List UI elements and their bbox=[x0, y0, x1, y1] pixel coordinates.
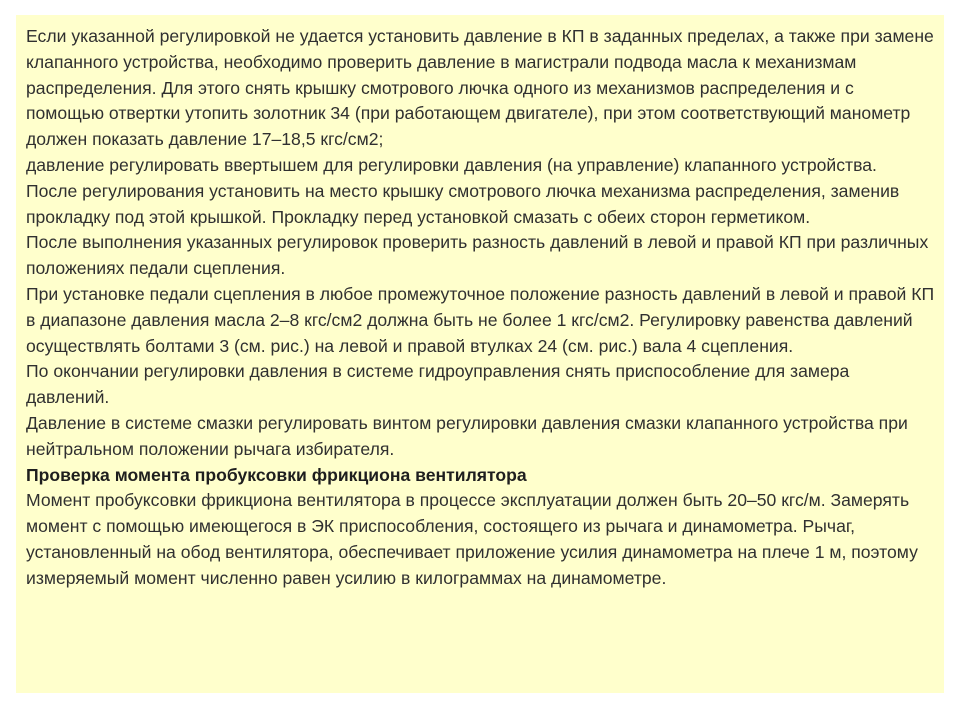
paragraph-remove-fixture: По окончании регулировки давления в системе гидроуправления снять приспособление для замера давлений. bbox=[26, 361, 850, 408]
text-box bbox=[16, 15, 944, 693]
paragraph-clutch-pedal: При установке педали сцепления в любое промежуточное положение разность давлений в левой и правой КП в диапазоне давления масла 2–8 кгс/см2 должна быть не более 1 кгс/см2. Регулировку равенства давлений осуществлять болтами 3 (см. рис.) на левой и правой втулках 24 (см. рис.) вала 4 сцепления. bbox=[26, 283, 935, 356]
section-heading: Проверка момента пробуксовки фрикциона вентилятора bbox=[26, 464, 527, 485]
paragraph-lubrication: Давление в системе смазки регулировать винтом регулировки давления смазки клапанного устройства при нейтральном положении рычага избирателя. bbox=[26, 412, 908, 459]
paragraph-cover-install: После регулирования установить на место крышку смотрового лючка механизма распределения, заменив прокладку под этой крышкой. Прокладку перед установкой смазать с обеих сторон герметиком. bbox=[26, 180, 900, 227]
paragraph-pressure-check: Если указанной регулировкой не удается установить давление в КП в заданных пределах, а также при замене клапанного устройства, необходимо проверить давление в магистрали подвода масла к механизмам распределения. Для этого снять крышку смотрового лючка одного из механизмов распределения и с помощью отвертки утопить золотник 34 (при работающем двигателе), при этом соответствующий манометр должен показать давление 17–18,5 кгс/см2; bbox=[26, 26, 934, 150]
paragraph-pressure-adjust: давление регулировать ввертышем для регулировки давления (на управление) клапанного устройства. bbox=[26, 154, 877, 175]
paragraph-fan-clutch-torque: Момент пробуксовки фрикциона вентилятора в процессе эксплуатации должен быть 20–50 кгс/м. Замерять момент с помощью имеющегося в ЭК приспособления, состоящего из рычага и динамометра. Рычаг, установленный на обод вентилятора, обеспечивает приложение усилия динамометра на плече 1 м, поэтому измеряемый момент численно равен усилию в килограммах на динамометре. bbox=[26, 490, 918, 588]
paragraph-pressure-difference: После выполнения указанных регулировок проверить разность давлений в левой и правой КП при различных положениях педали сцепления. bbox=[26, 232, 929, 279]
